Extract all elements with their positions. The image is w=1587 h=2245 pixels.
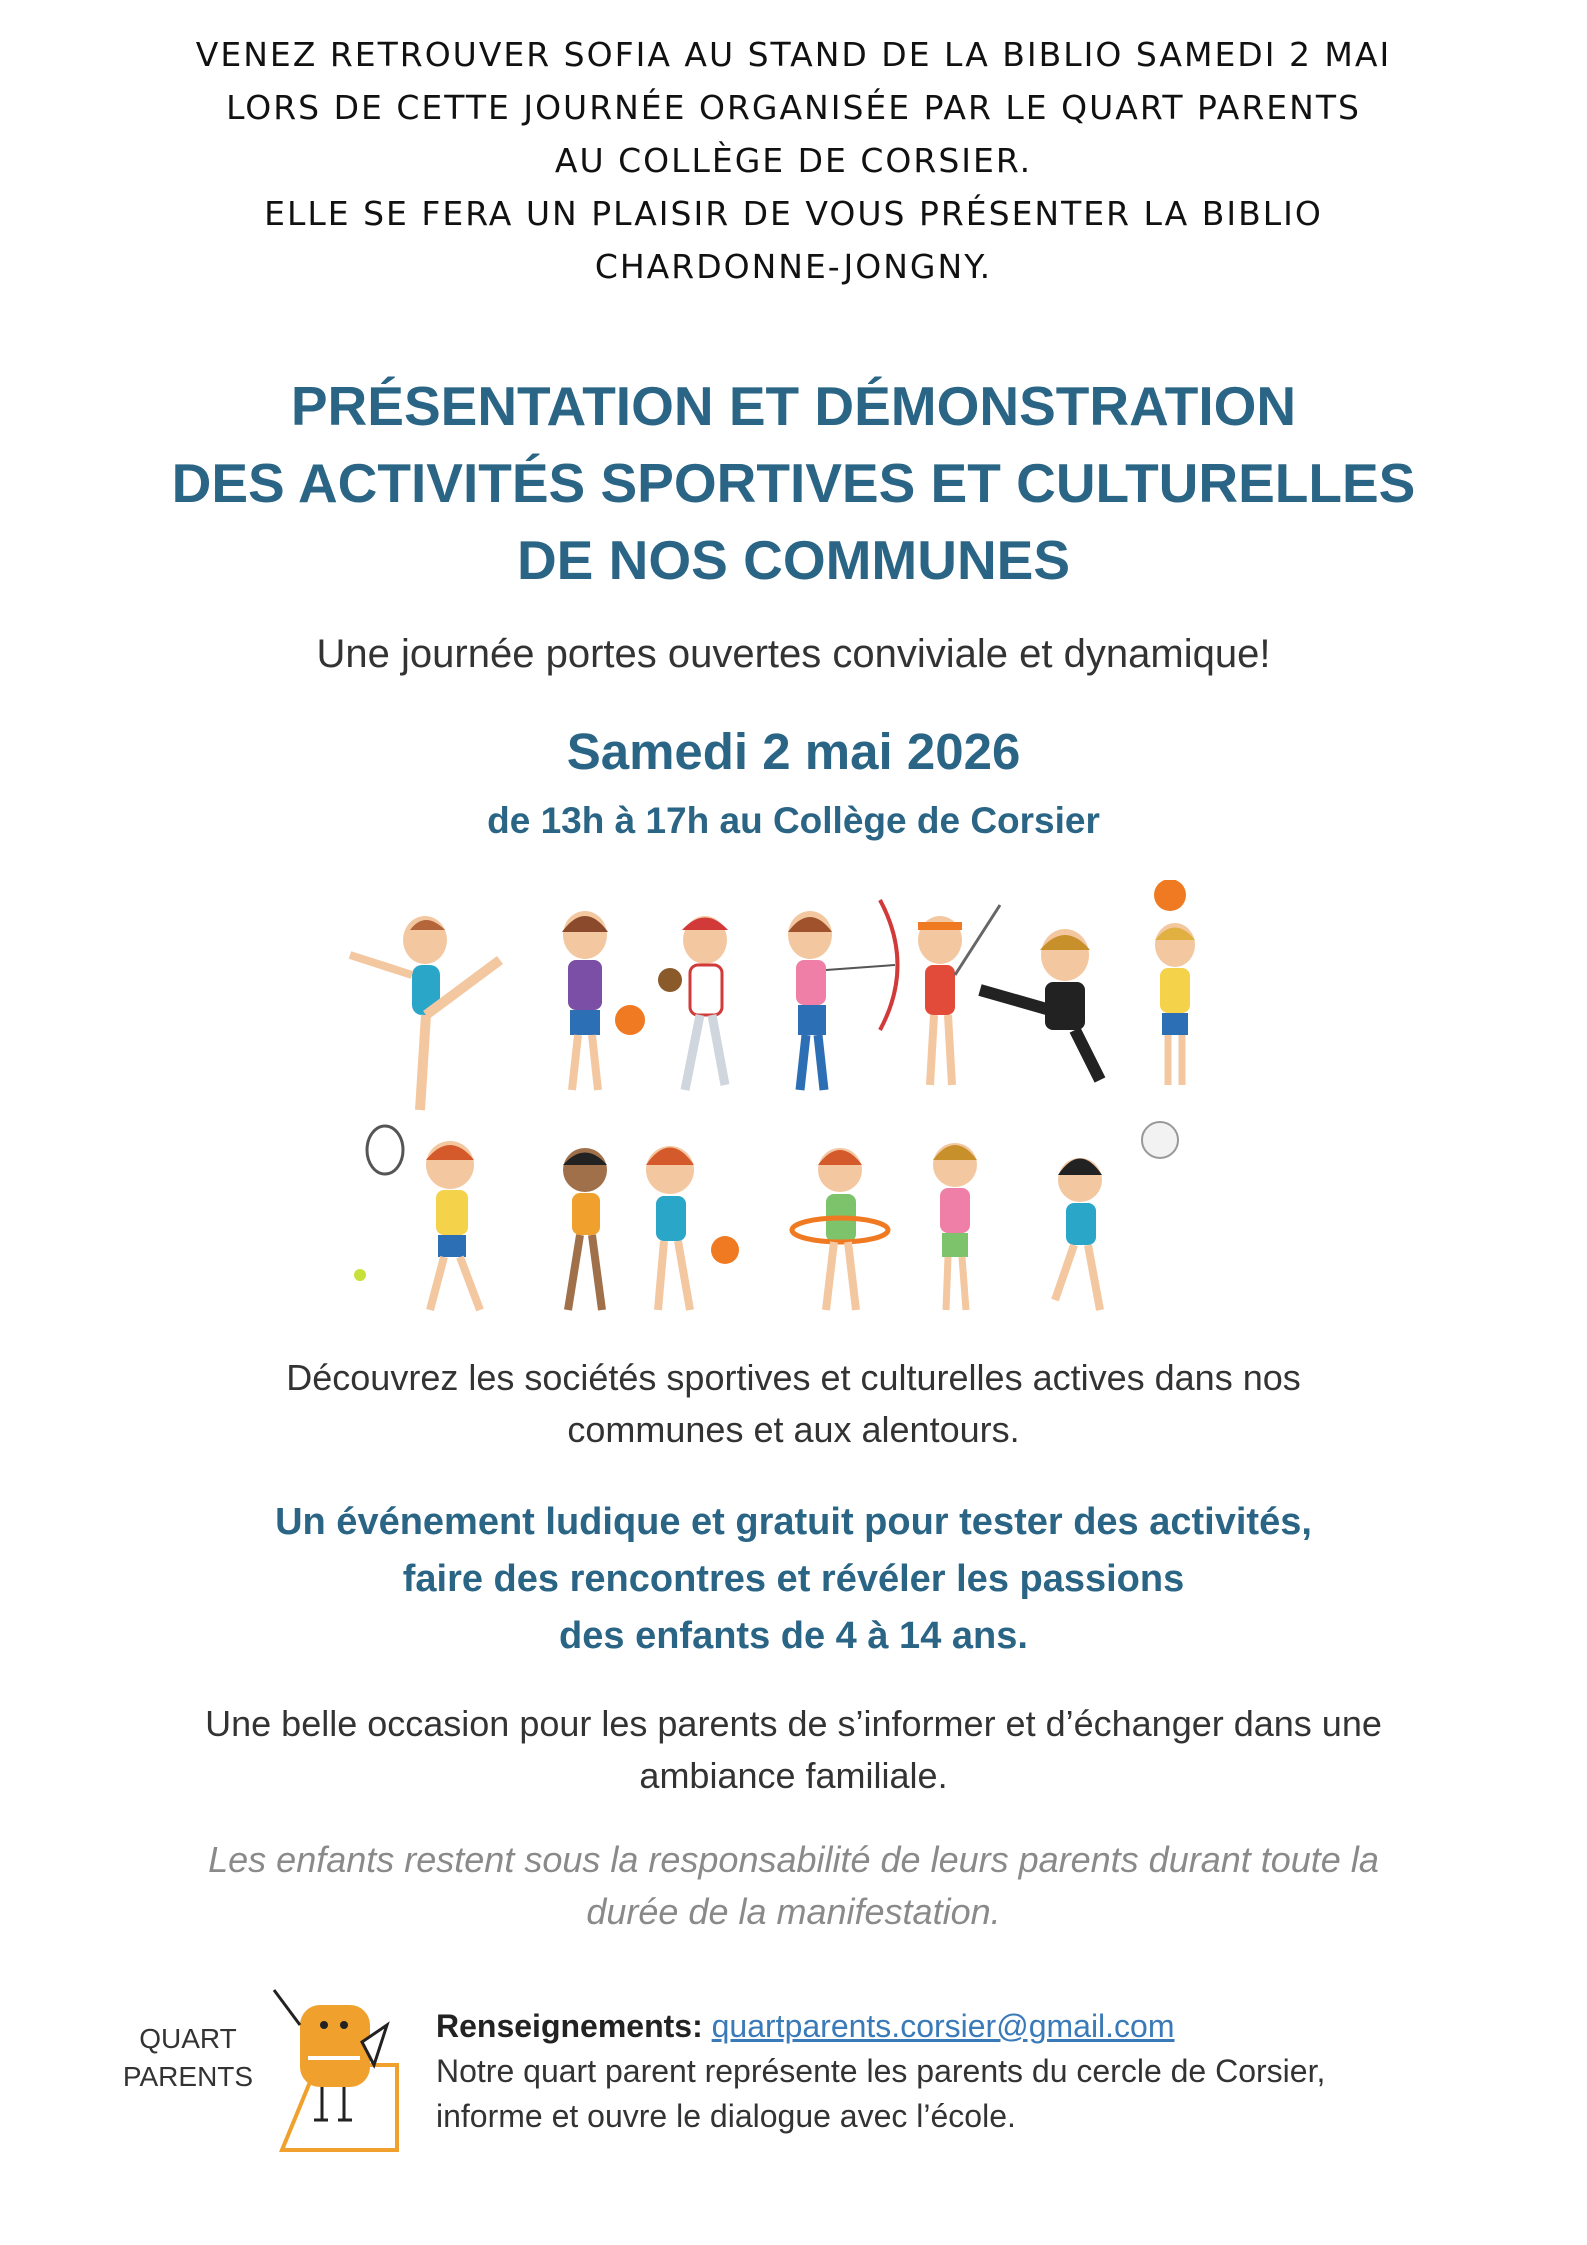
parents-line: ambiance familiale. (639, 1755, 948, 1796)
poster-subtitle: Une journée portes ouvertes conviviale et dynamique! (316, 632, 1271, 676)
contact-block (436, 2004, 1516, 2139)
title-line: DES ACTIVITÉS SPORTIVES ET CULTURELLES (171, 452, 1416, 514)
parents-paragraph (80, 1698, 1507, 1802)
discover-line: Découvrez les sociétés sportives et culturelles actives dans nos (286, 1357, 1301, 1398)
intro-line: ELLE SE FERA UN PLAISIR DE VOUS PRÉSENTER LA BIBLIO (264, 194, 1323, 233)
kid-baseball-figure (658, 916, 728, 1090)
kid-yoga-figure (350, 916, 500, 1110)
logo-line: PARENTS (122, 2061, 254, 2092)
kid-archery-figure (788, 900, 898, 1090)
contact-line-1 (436, 2004, 1516, 2049)
event-line: faire des rencontres et révéler les passions (402, 1558, 1185, 1600)
event-highlight (100, 1494, 1487, 1665)
quart-parents-logo-icon (262, 1970, 412, 2160)
logo-line: QUART (139, 2023, 237, 2054)
contact-label: Renseignements: (436, 2008, 703, 2044)
kid-basketball-figure (562, 911, 645, 1090)
note-line: Les enfants restent sous la responsabilité de leurs parents durant toute la (208, 1839, 1379, 1880)
event-date: Samedi 2 mai 2026 (566, 723, 1021, 780)
kid-volleyball-figure (1055, 1122, 1178, 1310)
kids-activities-illustration (340, 880, 1260, 1340)
parents-line: Une belle occasion pour les parents de s’informer et d’échanger dans une (205, 1703, 1382, 1744)
kid-dribble-figure (563, 1148, 607, 1310)
quart-parents-logo-text (118, 2020, 258, 2096)
discover-paragraph (120, 1352, 1467, 1456)
kid-hoop-figure (792, 1148, 888, 1310)
intro-line: AU COLLÈGE DE CORSIER. (554, 141, 1033, 180)
contact-line-2: Notre quart parent représente les parents du cercle de Corsier, (436, 2053, 1326, 2089)
discover-line: communes et aux alentours. (567, 1409, 1020, 1450)
kid-karate-figure (980, 929, 1100, 1080)
intro-line: LORS DE CETTE JOURNÉE ORGANISÉE PAR LE QUART PARENTS (226, 88, 1361, 127)
contact-line-3: informe et ouvre le dialogue avec l’école. (436, 2098, 1016, 2134)
title-line: DE NOS COMMUNES (516, 529, 1071, 591)
note-line: durée de la manifestation. (586, 1891, 1001, 1932)
kid-golf-girl-figure (933, 1143, 977, 1310)
kid-glasses-figure (646, 1146, 739, 1310)
event-line: des enfants de 4 à 14 ans. (559, 1615, 1028, 1657)
poster-title (60, 368, 1527, 599)
contact-email-link[interactable]: quartparents.corsier@gmail.com (711, 2008, 1175, 2044)
title-line: PRÉSENTATION ET DÉMONSTRATION (290, 375, 1297, 437)
intro-message (60, 28, 1527, 293)
responsibility-note (80, 1834, 1507, 1938)
intro-line: CHARDONNE-JONGNY. (594, 247, 993, 286)
event-line: Un événement ludique et gratuit pour tester des activités, (275, 1501, 1312, 1543)
kid-tennis-figure (354, 1126, 480, 1310)
event-time-location: de 13h à 17h au Collège de Corsier (487, 800, 1100, 841)
kid-ball-figure (1154, 880, 1195, 1085)
intro-line: VENEZ RETROUVER SOFIA AU STAND DE LA BIBLIO SAMEDI 2 MAI (195, 35, 1392, 74)
